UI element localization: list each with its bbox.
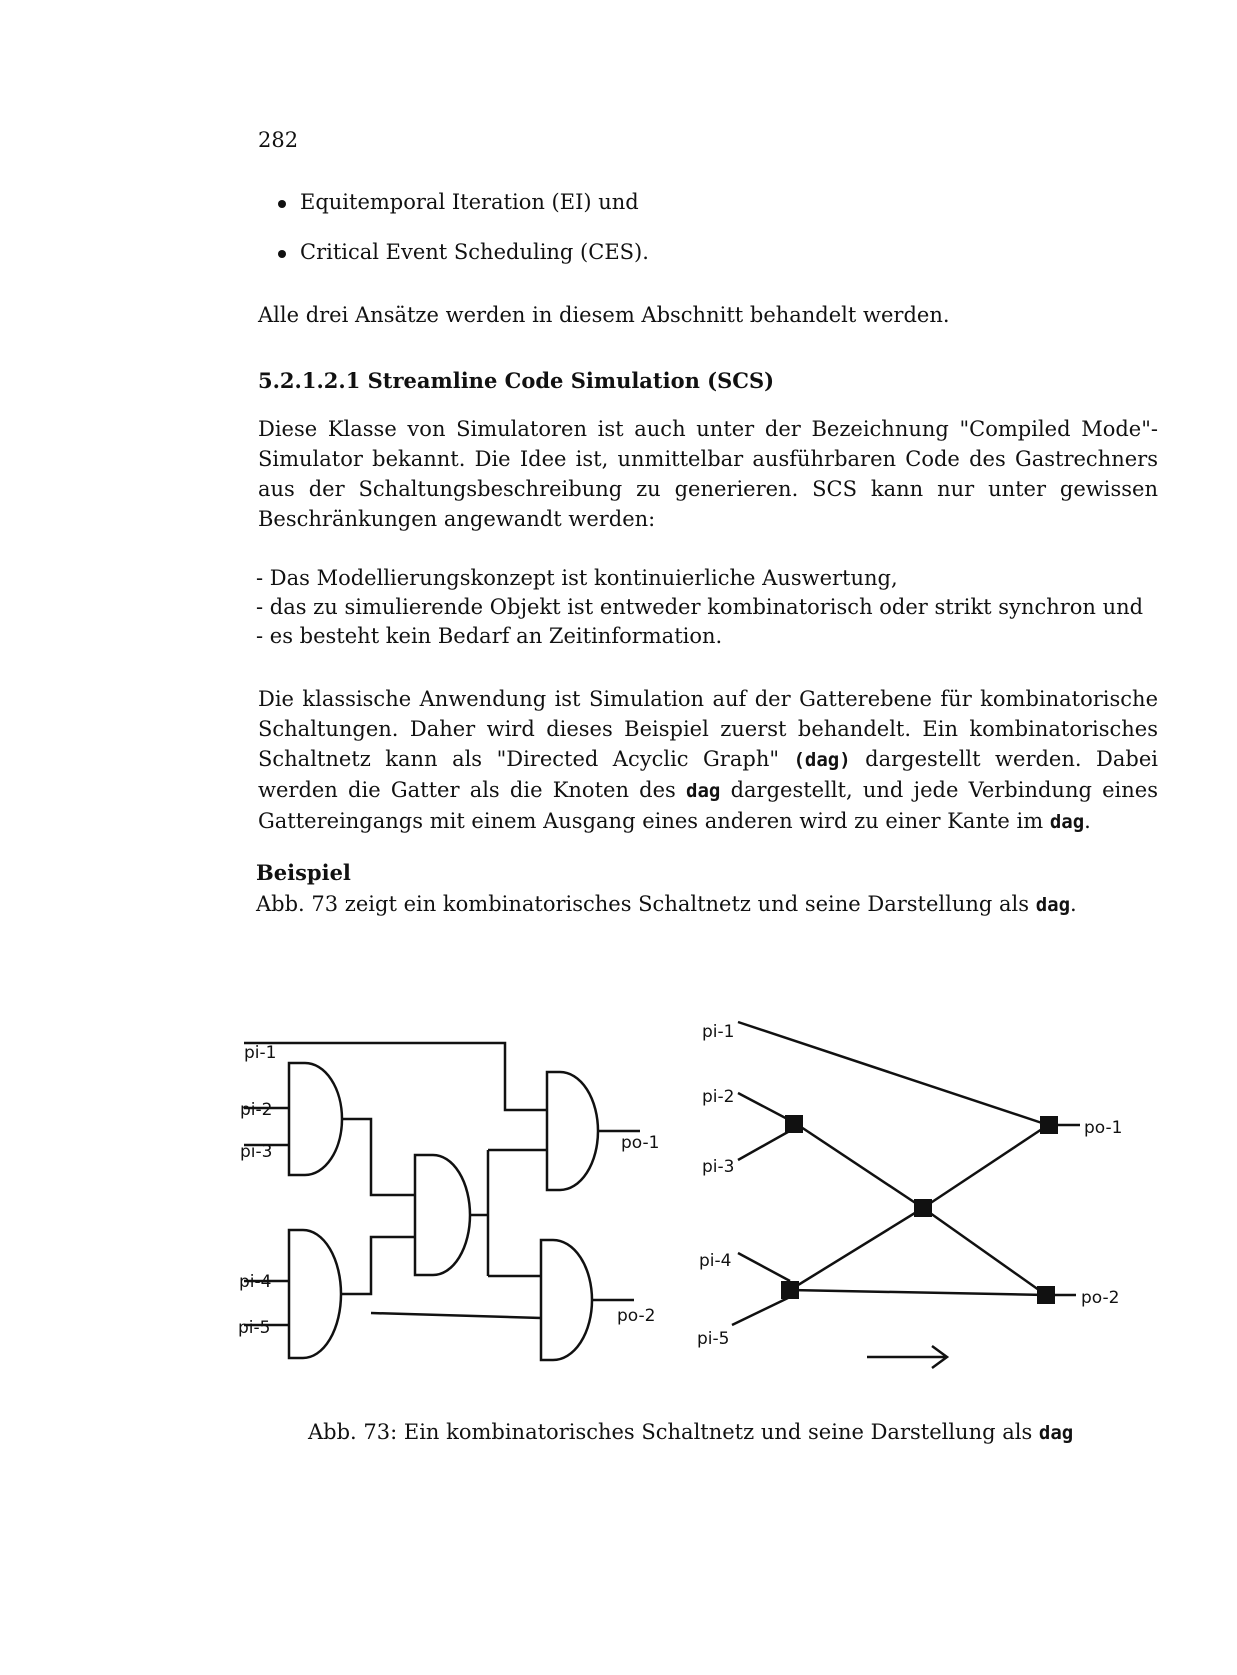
dag-label-po1: po-1 (1084, 1118, 1123, 1138)
dag-edge-n2-po2 (790, 1290, 1046, 1295)
page-number: 282 (258, 128, 299, 152)
arrow-right-icon (867, 1346, 947, 1368)
paragraph-text: Die klassische Anwendung ist Simulation auf der Gatterebene für kombinatorische Schaltungen. Daher wird dieses Beispiel zuerst behandelt. Ein kombinatorisches Schaltnetz kann als "Directed Acyclic Graph" (258, 687, 1158, 771)
dag-edge-n2-n3 (790, 1208, 923, 1290)
bullet-icon (278, 250, 286, 258)
dag-node-po1 (1040, 1116, 1058, 1134)
circuit-label-po2: po-2 (617, 1306, 656, 1326)
dag-label-po2: po-2 (1081, 1288, 1120, 1308)
and-gate-2 (415, 1155, 470, 1275)
dag-label-pi3: pi-3 (702, 1157, 735, 1177)
list-item (278, 190, 649, 240)
paragraph-text: dargestellt werden. Dabei werden die Gatter als die Knoten des (258, 747, 1158, 802)
circuit-label-po1: po-1 (621, 1133, 660, 1153)
figure-caption (308, 1420, 1073, 1444)
circuit-label-pi2: pi-2 (240, 1100, 273, 1120)
dag-term: dag (1035, 894, 1071, 916)
dag-edge-n3-po2 (923, 1208, 1046, 1295)
figure-73 (0, 990, 1237, 1390)
wire-g4-g5 (371, 1313, 541, 1318)
bullet-icon (278, 200, 286, 208)
paragraph-application (258, 684, 1158, 837)
restriction-item: - es besteht kein Bedarf an Zeitinformation. (256, 624, 723, 648)
dag-edge-n1-n3 (795, 1123, 923, 1208)
method-list (278, 190, 649, 290)
dag-node-1 (785, 1115, 803, 1133)
example-text-part: . (1070, 892, 1077, 916)
dag-label-pi2: pi-2 (702, 1087, 735, 1107)
list-item-text: Critical Event Scheduling (CES). (300, 240, 649, 264)
restriction-item: - Das Modellierungskonzept ist kontinuierliche Auswertung, (256, 566, 898, 590)
figure-svg (0, 990, 1237, 1390)
dag-term: dag (1038, 1422, 1074, 1444)
example-text-part: Abb. 73 zeigt ein kombinatorisches Schaltnetz und seine Darstellung als (256, 892, 1036, 916)
dag-term: dag (1049, 811, 1085, 833)
dag-edge-pi5-n2 (732, 1297, 790, 1325)
restrictions-list (256, 564, 1143, 651)
list-item (278, 240, 649, 290)
dag-node-3 (914, 1199, 932, 1217)
circuit-label-pi4: pi-4 (239, 1272, 272, 1292)
wire-g4-g2 (341, 1237, 415, 1294)
dag-edge-n3-po1 (923, 1125, 1048, 1208)
and-gate-5 (541, 1240, 592, 1360)
paragraph-text: dargestellt, und jede Verbindung eines Gattereingangs mit einem Ausgang eines anderen wird zu einer Kante im (258, 778, 1158, 833)
section-heading: 5.2.1.2.1 Streamline Code Simulation (SCS) (258, 368, 775, 393)
example-title: Beispiel (256, 860, 351, 885)
list-item-text: Equitemporal Iteration (EI) und (300, 190, 639, 214)
dag-term: (dag) (793, 749, 851, 771)
dag-label-pi4: pi-4 (699, 1251, 732, 1271)
circuit-label-pi5: pi-5 (238, 1318, 271, 1338)
and-gate-4 (289, 1230, 341, 1358)
circuit-label-pi3: pi-3 (240, 1142, 273, 1162)
circuit-label-pi1: pi-1 (244, 1043, 277, 1063)
intro-text: Alle drei Ansätze werden in diesem Abschnitt behandelt werden. (258, 303, 950, 327)
dag-term: dag (686, 780, 721, 802)
dag-edge-pi1-po1 (738, 1022, 1048, 1125)
dag-edge-pi4-n2 (738, 1253, 790, 1281)
restriction-item: - das zu simulierende Objekt ist entweder kombinatorisch oder strikt synchron und (256, 595, 1144, 619)
wire-g1-g2 (342, 1119, 415, 1195)
dag-node-2 (781, 1281, 799, 1299)
and-gate-3 (547, 1072, 598, 1190)
dag-label-pi5: pi-5 (697, 1329, 730, 1349)
dag-label-pi1: pi-1 (702, 1022, 735, 1042)
example-text (256, 892, 1077, 916)
and-gate-1 (289, 1063, 342, 1175)
caption-text: Abb. 73: Ein kombinatorisches Schaltnetz und seine Darstellung als (308, 1420, 1039, 1444)
paragraph-text: . (1084, 809, 1091, 833)
dag-node-po2 (1037, 1286, 1055, 1304)
paragraph-scs: Diese Klasse von Simulatoren ist auch unter der Bezeichnung "Compiled Mode"-Simulator bekannt. Die Idee ist, unmittelbar ausführbaren Code des Gastrechners aus der Schaltungsbeschreibung zu generieren. SCS kann nur unter gewissen Beschränkungen angewandt werden: (258, 417, 1158, 531)
